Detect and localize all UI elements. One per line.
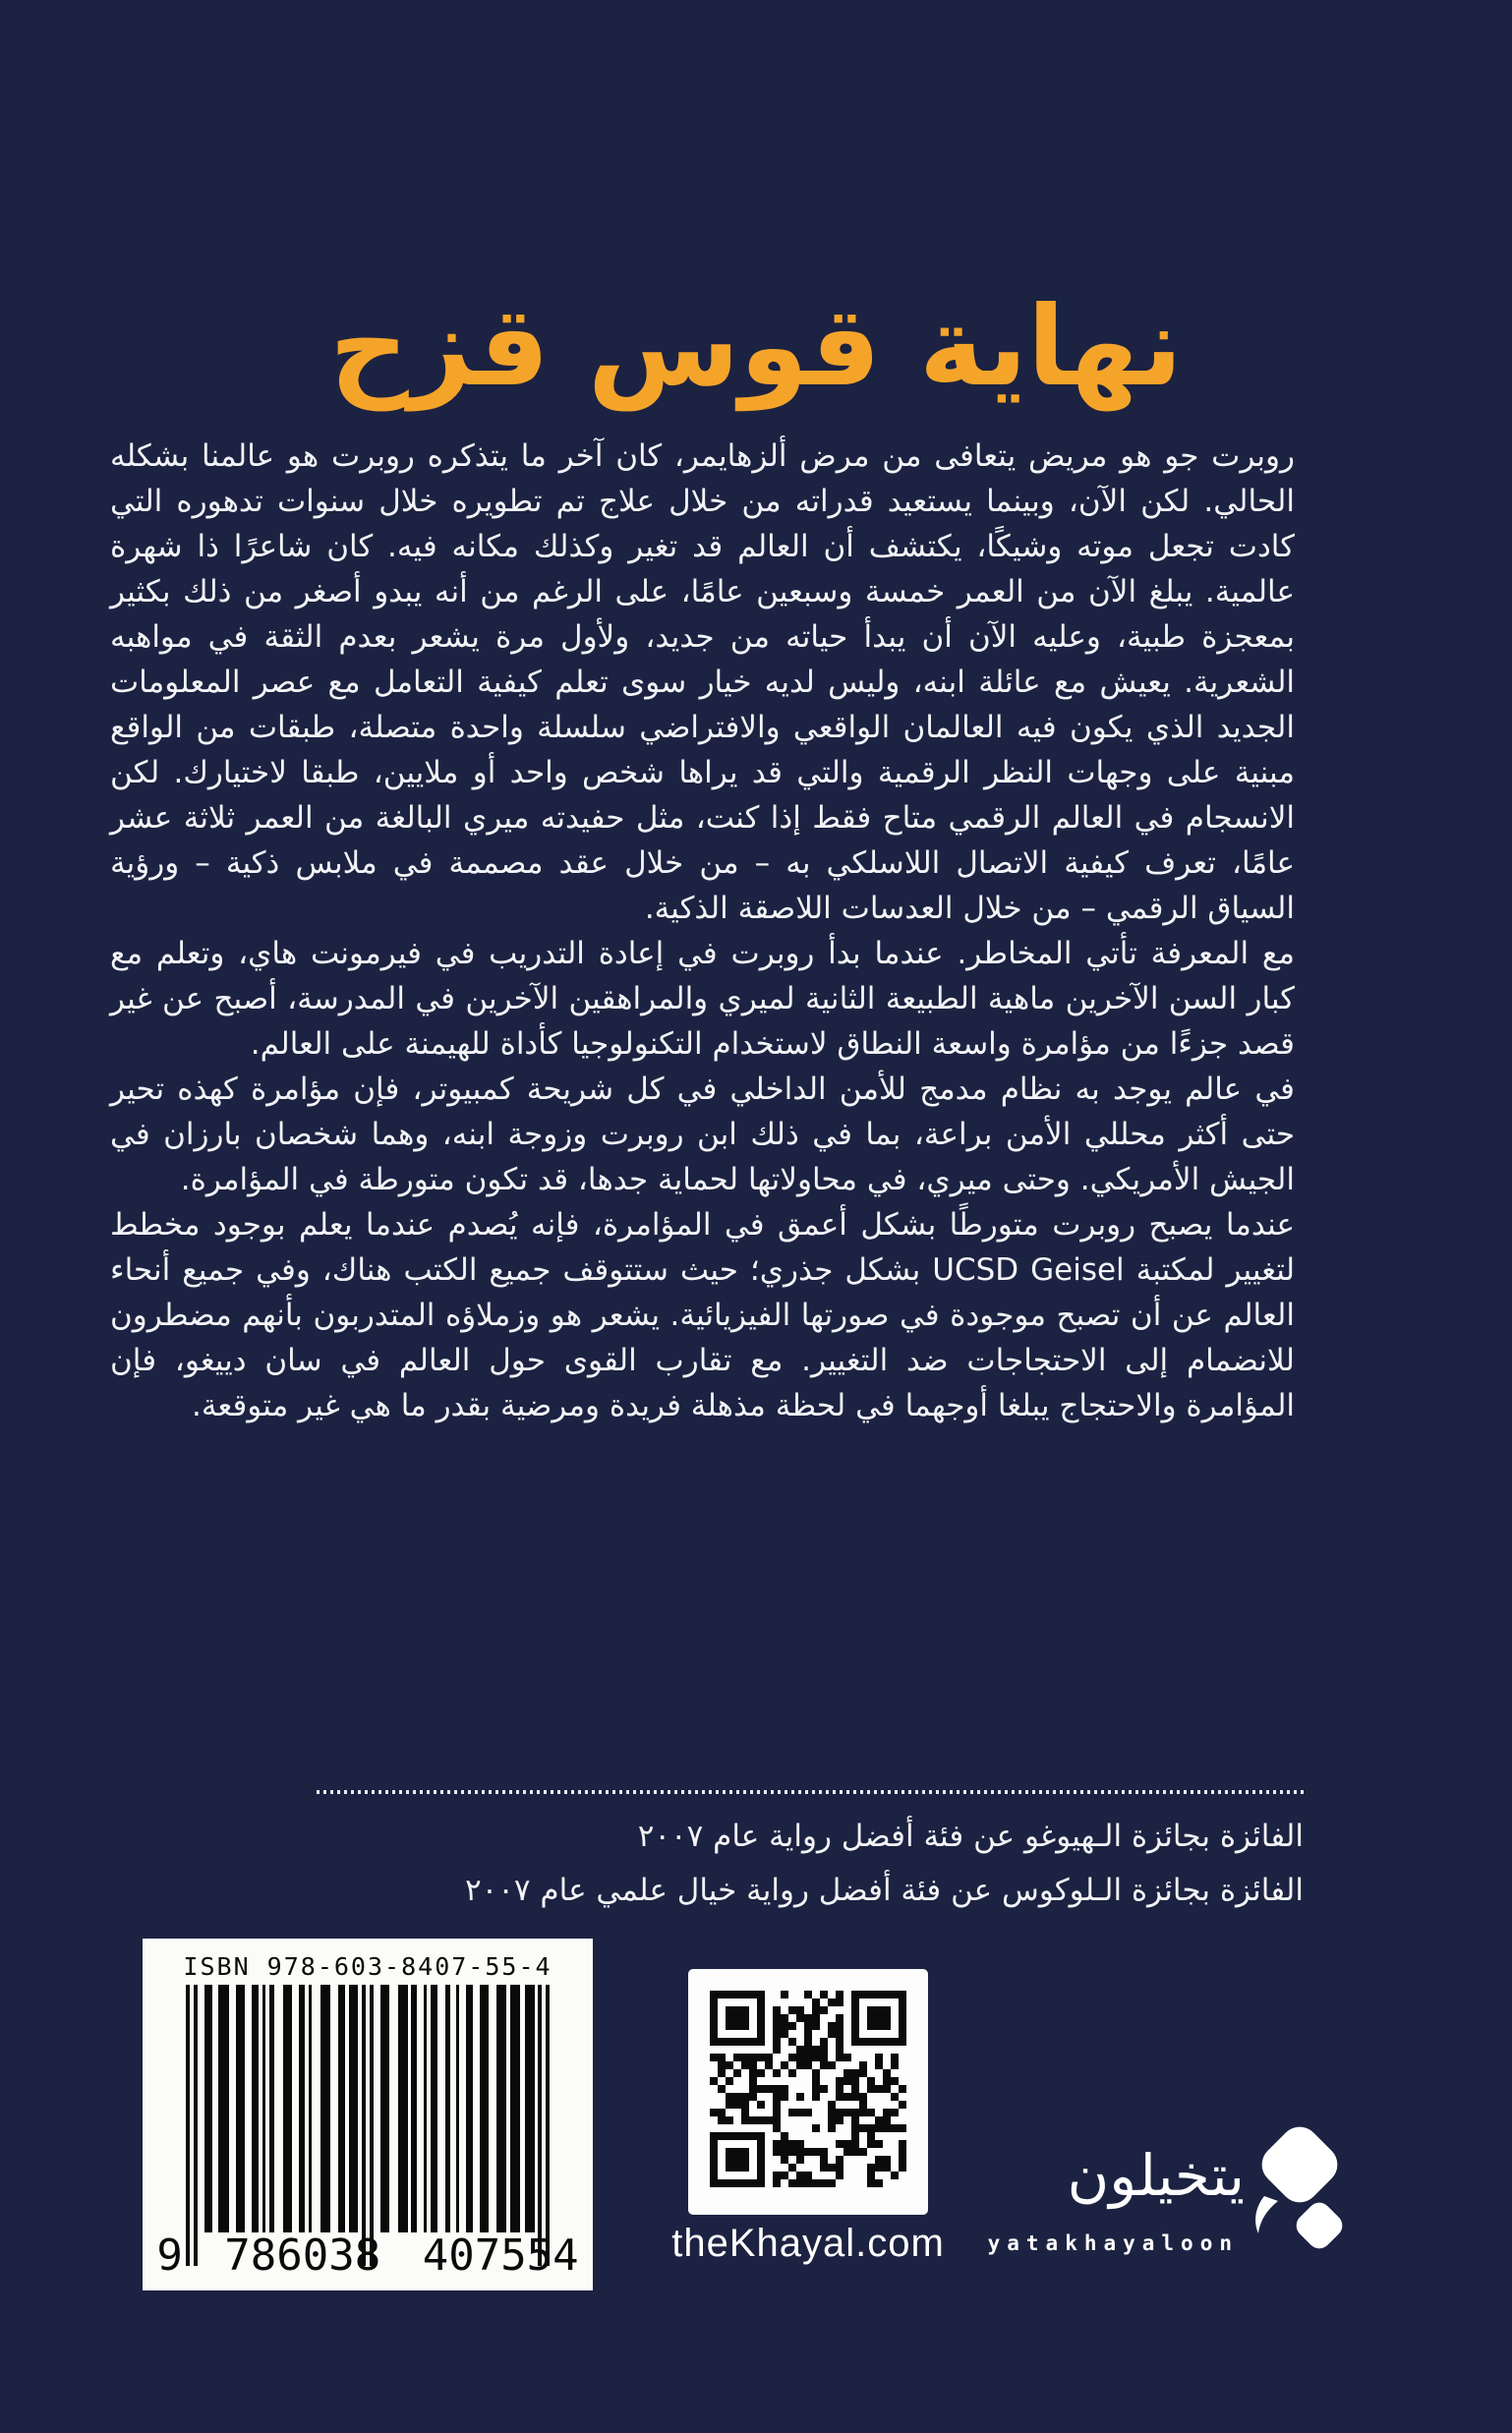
website-url: theKhayal.com	[671, 2222, 945, 2265]
award-line: الفائزة بجائزة الـهيوغو عن فئة أفضل رواية عام ٢٠٠٧	[637, 1819, 1304, 1854]
publisher-logo-icon	[1249, 2121, 1347, 2259]
awards-list	[317, 1810, 1304, 1918]
dotted-separator	[317, 1790, 1304, 1794]
ean-barcode	[143, 1985, 593, 2230]
barcode-panel	[143, 1939, 593, 2290]
synopsis-paragraph: مع المعرفة تأتي المخاطر. عندما بدأ روبرت في إعادة التدريب في فيرمونت هاي، وتعلم مع كبار السن الآخرين ماهية الطبيعة الثانية لميري والمراهقين الآخرين في المدرسة، أصبح عن غير قصد جزءًا من مؤامرة واسعة النطاق لاستخدام التكنولوجيا كأداة للهيمنة على العالم.	[110, 936, 1295, 1062]
isbn-label: ISBN 978-603-8407-55-4	[183, 1952, 552, 1981]
qr-code-icon	[710, 1991, 906, 2187]
synopsis-paragraph: عندما يصبح روبرت متورطًا بشكل أعمق في المؤامرة، فإنه يُصدم عندما يعلم بوجود مخطط لتغيير لمكتبة UCSD Geisel بشكل جذري؛ حيث ستتوقف جميع الكتب هناك، وفي جميع أنحاء العالم عن أن تصبح موجودة في صورتها الفيزيائية. يشعر هو وزملاؤه المتدربون بأنهم مضطرون للانضمام إلى الاحتجاجات ضد التغيير. مع تقارب القوى حول العالم في سان دييغو، فإن المؤامرة والاحتجاج يبلغا أوجهما في لحظة مذهلة فريدة ومرضية بقدر ما هي غير متوقعة.	[110, 1207, 1296, 1423]
publisher-logo-latin: yatakhayaloon	[987, 2231, 1239, 2255]
book-title: نهاية قوس قزح	[329, 283, 1183, 412]
synopsis	[110, 434, 1295, 1428]
qr-panel	[688, 1969, 928, 2215]
award-line: الفائزة بجائزة الـلوكوس عن فئة أفضل رواية خيال علمي عام ٢٠٠٧	[464, 1873, 1304, 1908]
barcode-bars	[169, 1985, 566, 2266]
barcode-digits: 9 786038 407554	[156, 2230, 579, 2281]
synopsis-paragraph: روبرت جو هو مريض يتعافى من مرض ألزهايمر، كان آخر ما يتذكره روبرت هو عالمنا بشكله الحالي. لكن الآن، وبينما يستعيد قدراته من خلال علاج تم تطويره خلال سنوات تدهوره التي كادت تجعل موته وشيكًا، يكتشف أن العالم قد تغير وكذلك مكانه فيه. كان شاعرًا ذا شهرة عالمية. يبلغ الآن من العمر خمسة وسبعين عامًا، على الرغم من أنه يبدو أصغر من ذلك بكثير بمعجزة طبية، وعليه الآن أن يبدأ حياته من جديد، ولأول مرة يشعر بعدم الثقة في مواهبه الشعرية. يعيش مع عائلة ابنه، وليس لديه خيار سوى تعلم كيفية التعامل مع عصر المعلومات الجديد الذي يكون فيه العالمان الواقعي والافتراضي سلسلة واحدة متصلة، طبقات من الواقع مبنية على وجهات النظر الرقمية والتي قد يراها شخص واحد أو ملايين، طبقا لاختيارك. لكن الانسجام في العالم الرقمي متاح فقط إذا كنت، مثل حفيدته ميري البالغة من العمر ثلاثة عشر عامًا، تعرف كيفية الاتصال اللاسلكي به – من خلال عقد مصممة في ملابس ذكية – ورؤية السياق الرقمي – من خلال العدسات اللاصقة الذكية.	[110, 438, 1295, 926]
publisher-logo-arabic: يتخيلون	[1067, 2142, 1245, 2209]
synopsis-paragraph: في عالم يوجد به نظام مدمج للأمن الداخلي في كل شريحة كمبيوتر، فإن مؤامرة كهذه تحير حتى أكثر محللي الأمن براعة، بما في ذلك ابن روبرت وزوجة ابنه، وهما شخصان بارزان في الجيش الأمريكي. وحتى ميري، في محاولاتها لحماية جدها، قد تكون متورطة في المؤامرة.	[110, 1072, 1295, 1197]
